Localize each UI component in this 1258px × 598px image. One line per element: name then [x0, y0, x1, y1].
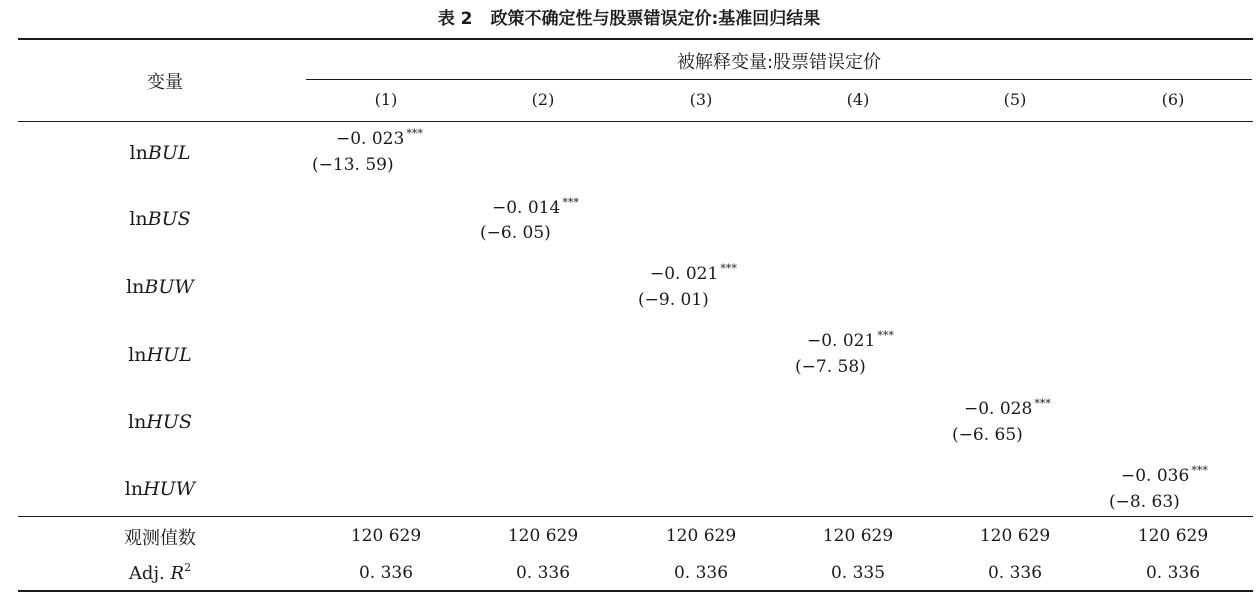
variable-header: 变量	[147, 72, 183, 93]
dependent-variable-header: 被解释变量:股票错误定价	[676, 52, 882, 73]
coefficient: −0. 036 ***	[1121, 464, 1208, 486]
coefficient: −0. 028 ***	[964, 397, 1051, 419]
table-title-text: 政策不确定性与股票错误定价:基准回归结果	[490, 9, 821, 29]
t-statistic: (−8. 63)	[1109, 492, 1180, 512]
adj-r2-value: 0. 335	[830, 563, 886, 583]
bottom-rule	[18, 590, 1253, 592]
adj-r2-label: Adj. $R^2$	[128, 561, 192, 584]
coefficient: −0. 014 ***	[492, 196, 579, 218]
coefficient: −0. 023 ***	[336, 127, 423, 149]
stats-rule	[18, 516, 1253, 517]
column-number: (1)	[374, 90, 398, 109]
t-statistic: (−13. 59)	[312, 155, 394, 175]
coefficient: −0. 021 ***	[807, 329, 894, 351]
row-label: lnBUS	[129, 208, 191, 230]
observations-value: 120 629	[507, 526, 579, 546]
column-number: (3)	[689, 90, 713, 109]
column-number: (5)	[1003, 90, 1027, 109]
coefficient: −0. 021 ***	[650, 262, 737, 284]
table-title	[0, 4, 1258, 29]
observations-value: 120 629	[1137, 526, 1209, 546]
adj-r2-value: 0. 336	[515, 563, 571, 583]
adj-r2-value: 0. 336	[1145, 563, 1201, 583]
row-label: lnHUL	[128, 344, 192, 366]
column-number: (6)	[1161, 90, 1185, 109]
adj-r2-value: 0. 336	[358, 563, 414, 583]
table-number: 表 2	[437, 9, 473, 29]
row-label: lnBUL	[129, 142, 191, 164]
header-subrule	[306, 79, 1252, 80]
row-label: lnBUW	[126, 276, 194, 298]
top-rule	[18, 38, 1253, 40]
observations-value: 120 629	[665, 526, 737, 546]
adj-r2-value: 0. 336	[673, 563, 729, 583]
observations-label: 观测值数	[124, 528, 196, 549]
row-label: lnHUW	[124, 478, 196, 500]
column-number: (4)	[846, 90, 870, 109]
observations-value: 120 629	[822, 526, 894, 546]
observations-value: 120 629	[979, 526, 1051, 546]
t-statistic: (−7. 58)	[795, 357, 866, 377]
t-statistic: (−9. 01)	[638, 290, 709, 310]
t-statistic: (−6. 65)	[952, 425, 1023, 445]
row-label: lnHUS	[128, 411, 192, 433]
header-rule	[18, 121, 1253, 122]
observations-value: 120 629	[350, 526, 422, 546]
adj-r2-value: 0. 336	[987, 563, 1043, 583]
t-statistic: (−6. 05)	[480, 223, 551, 243]
column-number: (2)	[531, 90, 555, 109]
